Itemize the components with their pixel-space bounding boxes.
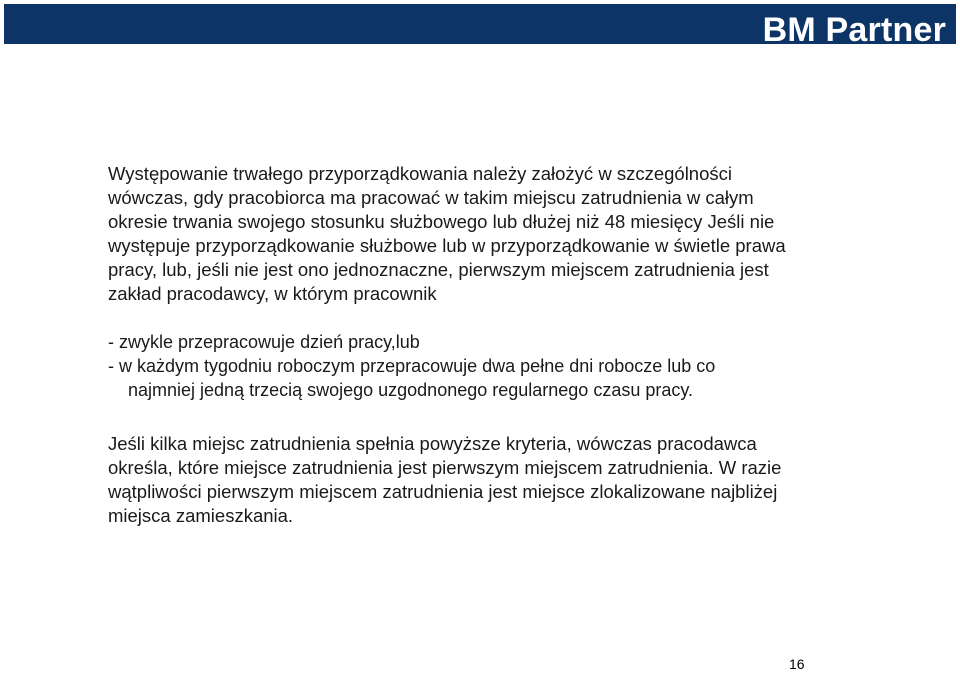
bullet-list [108,330,908,402]
brand-title: BM Partner [762,11,946,49]
paragraph-1-line: Występowanie trwałego przyporządkowania należy założyć w szczególności [108,163,732,184]
paragraph-1 [108,162,908,306]
paragraph-1-line: występuje przyporządkowanie służbowe lub w przyporządkowanie w świetle prawa [108,235,786,256]
bullet-item-continuation: najmniej jedną trzecią swojego uzgodnonego regularnego czasu pracy. [128,380,694,400]
slide-content [108,162,908,528]
page-number: 16 [789,656,805,672]
header-bar [4,4,956,49]
paragraph-1-line: pracy, lub, jeśli nie jest ono jednoznaczne, pierwszym miejscem zatrudnienia jest [108,259,769,280]
paragraph-2-line: miejsca zamieszkania. [108,505,294,526]
paragraph-1-line: zakład pracodawcy, w którym pracownik [108,283,437,304]
paragraph-2 [108,432,908,528]
paragraph-2-line: wątpliwości pierwszym miejscem zatrudnienia jest miejsce zlokalizowane najbliżej [108,481,778,502]
paragraph-2-line: Jeśli kilka miejsc zatrudnienia spełnia powyższe kryteria, wówczas pracodawca [108,433,757,454]
bullet-item: - w każdym tygodniu roboczym przepracowuje dwa pełne dni robocze lub co [108,356,716,376]
paragraph-2-line: określa, które miejsce zatrudnienia jest pierwszym miejscem zatrudnienia. W razie [108,457,782,478]
paragraph-1-line: okresie trwania swojego stosunku służbowego lub dłużej niż 48 miesięcy Jeśli nie [108,211,775,232]
paragraph-1-line: wówczas, gdy pracobiorca ma pracować w takim miejscu zatrudnienia w całym [108,187,754,208]
bullet-item: - zwykle przepracowuje dzień pracy,lub [108,332,420,352]
